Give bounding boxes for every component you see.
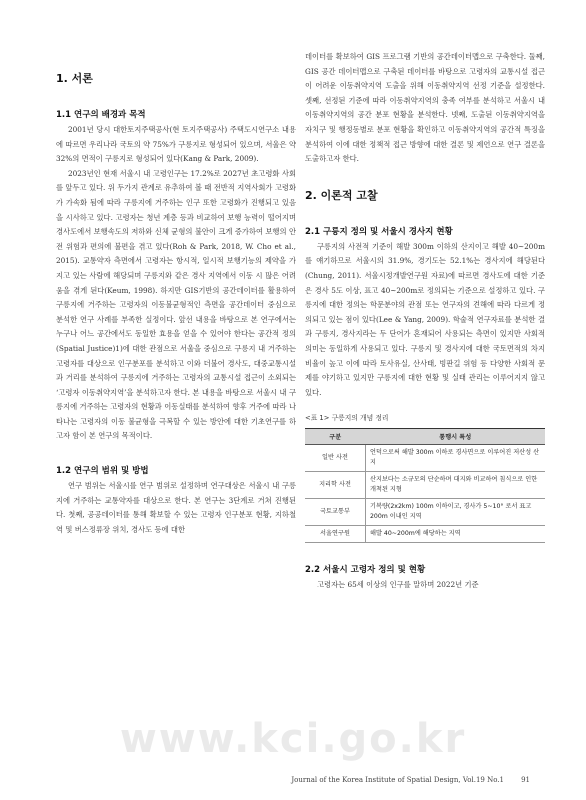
table-header-feature: 통행시 특성 — [366, 429, 546, 445]
journal-name: Journal of the Korea Institute of Spatial Design, Vol.19 No.1 — [291, 776, 504, 784]
section-2-title: 2. 이론적 고찰 — [305, 188, 378, 202]
subsection-1-1-title: 1.1 연구의 배경과 목적 — [56, 110, 146, 120]
left-column — [56, 50, 296, 537]
table-row: 지리학 사전 산지보다는 소규모의 단순하며 대지와 비교하여 침식으로 인한 개척된 지형 — [305, 472, 545, 499]
paragraph-hill-definition: 구릉지의 사전적 기준이 해발 300m 이하의 산지이고 해발 40~200m를 얘기하므로 서울시의 31.9%, 경기도는 52.1%는 경사지에 해당된다(Chung, 2011). 서울시정개발연구원 자료)에 따르면 경사도에 대한 기준은 경사 5도 이상, 표고 40~200m로 정의되는 기준으로 설정하고 있다. 구릉지에 대한 정의는 학문분야의 관점 또는 연구자의 견해에 따라 다르게 정의되고 있는 점이 있다(Lee & Yang, 2009). 학술적 연구자료를 분석한 결과 구릉지, 경사지라는 두 단어가 혼재되어 사용되는 측면이 있지만 사회적 의미는 동일하게 사용되고 있다. 구릉지 및 경사지에 대한 국토면적의 차지 비율이 높고 이에 따라 토사유실, 산사태, 빙판길 위험 등 다양한 사회적 문제를 야기하고 있지만 구릉지에 대한 현황 및 실태 관리는 이루어지지 않고 있다. — [305, 241, 545, 397]
paragraph-background-1: 2001년 당시 대한토지주택공사(현 토지주택공사) 주택도시연구소 내용에 따르면 우리나라 국토의 약 75%가 구릉지로 형성되어 있으며, 서울은 약 32%의 면적이 구릉지로 형성되어 있다(Kang & Park, 2009). — [56, 125, 296, 164]
page-number: 91 — [521, 776, 530, 784]
paragraph-method-continued: 데이터를 확보하여 GIS 프로그램 기반의 공간데이터맵으로 구축한다. 둘째, GIS 공간 데이터맵으로 구축된 데이터를 바탕으로 고령자의 교통시설 접근이 어려운 이동취약지역 도출을 위해 이동취약지역 선정 기준을 설정한다. 셋째, 선정된 기준에 따라 이동취약지역의 충족 여부를 분석하고 서울시 내 이동취약지역의 공간 분포 현황을 분석한다. 넷째, 도출된 이동취약지역을 자치구 및 행정동별로 분포 현황을 확인하고 이동취약지역의 공간적 특징을 분석하여 이에 대한 정책적 접근 방향에 대한 결론 및 제언으로 연구 결론을 도출하고자 한다. — [305, 52, 545, 164]
subsection-2-2-title: 2.2 서울시 고령자 정의 및 현황 — [305, 565, 426, 576]
hill-concept-table — [305, 428, 545, 543]
subsection-1-2-title: 1.2 연구의 범위 및 방법 — [56, 466, 149, 477]
paragraph-background-2: 2023년인 현재 서울시 내 고령인구는 17.2%로 2027년 초고령화 사회를 앞두고 있다. 위 두가지 관계로 유추하여 볼 때 전반적 지역사회가 고령화가 가속화 됨에 따라 구릉지에 거주하는 인구 또한 고령화가 진행되고 있음을 시사하고 있다. 고령자는 청년 계층 등과 비교하여 보행 능력이 떨어지며 경사도에서 보행속도의 저하와 신체 균형의 불안이 크게 증가하여 보행의 안전 위험과 편의에 불편을 겪고 있다(Roh & Park, 2018, W. Cho et al., 2015). 교통약자 측면에서 고령자는 항시적, 일시적 보행기능의 제약을 가지고 있는 사람에 해당되며 구릉지와 같은 경사 지역에서 이동 시 많은 어려움을 겪게 된다(Keum, 1998). 하지만 GIS기반의 공간데이터를 활용하여 구릉지에 거주하는 고령자의 이동불균형적인 측면을 공간데이터 중심으로 분석한 연구 사례를 부족한 실정이다. 앞선 내용을 바탕으로 본 연구에서는 누구나 어느 공간에서도 동일한 효용을 얻을 수 있어야 한다는 공간적 정의(Spatial Justice)1)에 대한 관점으로 서울을 중심으로 구릉지 내 거주하는 고령자를 대상으로 인구분포를 분석하고 이와 더불어 경사도, 대중교통시설과 거리를 분석하여 구릉지에 거주하는 고령자의 교통시설 접근이 소외되는 ‘고령자 이동취약지역’을 분석하고자 한다. 본 내용을 바탕으로 서울시 내 구릉지에 거주하는 고령자의 현황과 이동실태를 분석하여 향후 거주에 따라 나타나는 고령자의 이동 불균형을 극복할 수 있는 방안에 대한 기초연구를 하고자 함이 본 연구의 목적이다. — [56, 168, 296, 441]
paragraph-scope: 연구 범위는 서울시를 연구 범위로 설정하며 연구대상은 서울시 내 구릉지에 거주하는 교통약자를 대상으로 한다. 본 연구는 3단계로 거쳐 진행된다. 첫째, 공공데이터를 통해 확보할 수 있는 고령자 인구분포 현황, 지하철역 및 버스정류장 위치, 경사도 등에 대한 — [56, 481, 296, 534]
section-1-title: 1. 서론 — [56, 72, 93, 85]
table-row: 서울연구원 해발 40~200m에 해당하는 지역 — [305, 526, 545, 543]
right-column — [305, 50, 545, 593]
subsection-2-1-title: 2.1 구릉지 정의 및 서울시 경사지 현황 — [305, 226, 453, 237]
table-row: 국토교통부 기복량(2x2km) 100m 이하이고, 경사가 5~10° 로서 표고 200m 이내인 지역 — [305, 499, 545, 526]
table-caption: <표 1> 구릉지의 개념 정리 — [305, 414, 389, 423]
watermark-logo: www.kci.go.kr — [119, 716, 467, 762]
paragraph-elderly-definition: 고령자는 65세 이상의 인구를 말하며 2022년 기준 — [317, 580, 479, 590]
table-header-category: 구분 — [305, 429, 366, 445]
table-row: 일반 사전 언덕으로써 해발 300m 이하로 경사면으로 이루어진 저산성 산지 — [305, 445, 545, 472]
